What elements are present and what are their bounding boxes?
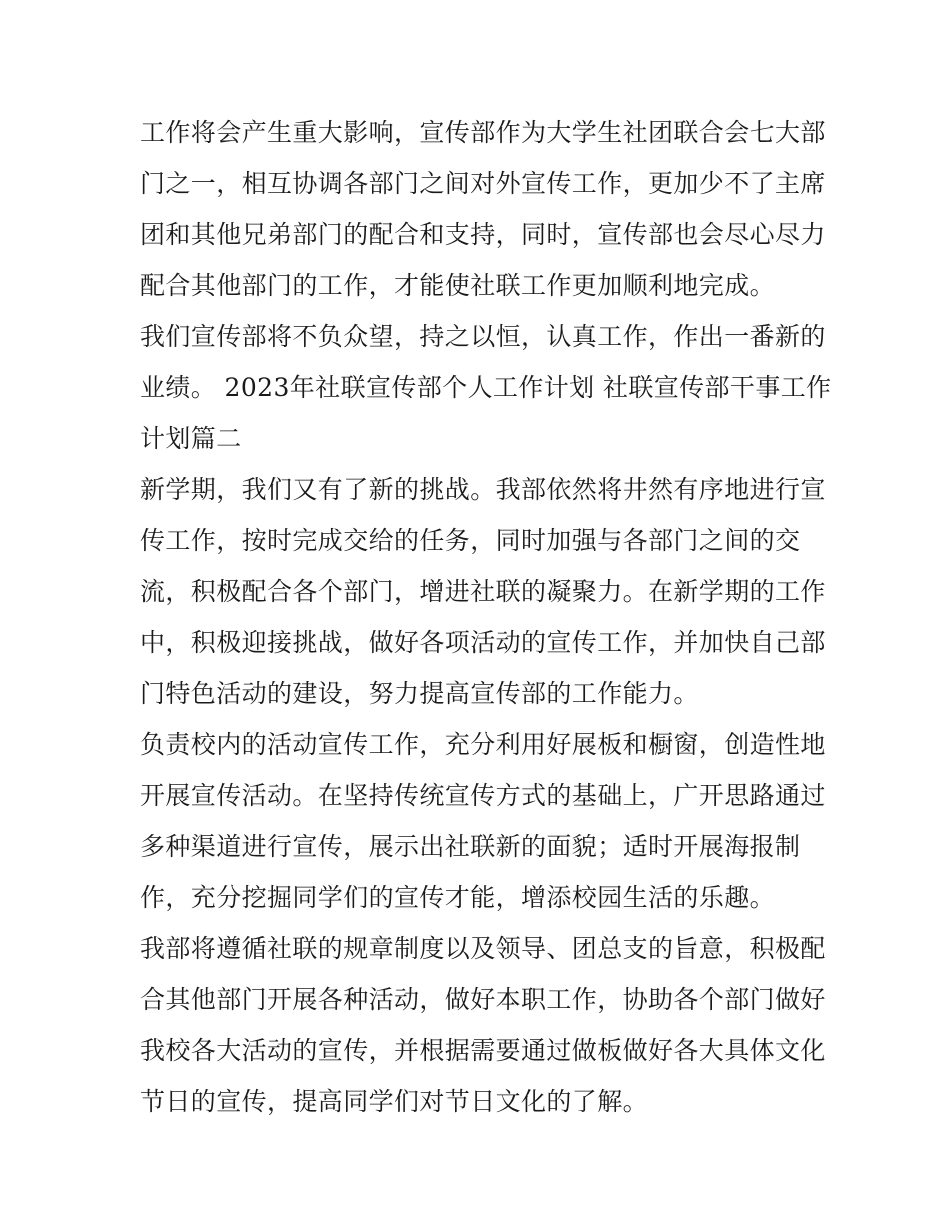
text-line: 合其他部门开展各种活动，做好本职工作，协助各个部门做好 <box>140 985 826 1014</box>
text-line: 门特色活动的建设，努力提高宣传部的工作能力。 <box>140 679 699 708</box>
text-line: 传工作，按时完成交给的任务，同时加强与各部门之间的交 <box>140 526 801 555</box>
text-line: 业绩。 2023年社联宣传部个人工作计划 社联宣传部干事工作 <box>140 373 832 402</box>
text-line: 节日的宣传，提高同学们对节日文化的了解。 <box>140 1087 649 1116</box>
text-line: 新学期，我们又有了新的挑战。我部依然将井然有序地进行宣 <box>140 475 826 504</box>
text-line: 配合其他部门的工作，才能使社联工作更加顺利地完成。 <box>140 271 776 300</box>
text-line: 中，积极迎接挑战，做好各项活动的宣传工作，并加快自己部 <box>140 628 826 657</box>
text-line: 我部将遵循社联的规章制度以及领导、团总支的旨意，积极配 <box>140 934 826 963</box>
text-line: 负责校内的活动宣传工作，充分利用好展板和橱窗，创造性地 <box>140 730 826 759</box>
text-line: 门之一，相互协调各部门之间对外宣传工作，更加少不了主席 <box>140 169 826 198</box>
text-line: 作，充分挖掘同学们的宣传才能，增添校园生活的乐趣。 <box>140 883 776 912</box>
text-line: 开展宣传活动。在坚持传统宣传方式的基础上，广开思路通过 <box>140 781 826 810</box>
text-line: 我校各大活动的宣传，并根据需要通过做板做好各大具体文化 <box>140 1036 826 1065</box>
text-line: 工作将会产生重大影响，宣传部作为大学生社团联合会七大部 <box>140 118 826 147</box>
text-line: 团和其他兄弟部门的配合和支持，同时，宣传部也会尽心尽力 <box>140 220 826 249</box>
text-line: 计划篇二 <box>140 424 242 453</box>
text-line: 多种渠道进行宣传，展示出社联新的面貌；适时开展海报制 <box>140 832 801 861</box>
text-line: 我们宣传部将不负众望，持之以恒，认真工作，作出一番新的 <box>140 322 826 351</box>
document-body <box>140 107 832 1127</box>
text-line: 流，积极配合各个部门，增进社联的凝聚力。在新学期的工作 <box>140 577 826 606</box>
